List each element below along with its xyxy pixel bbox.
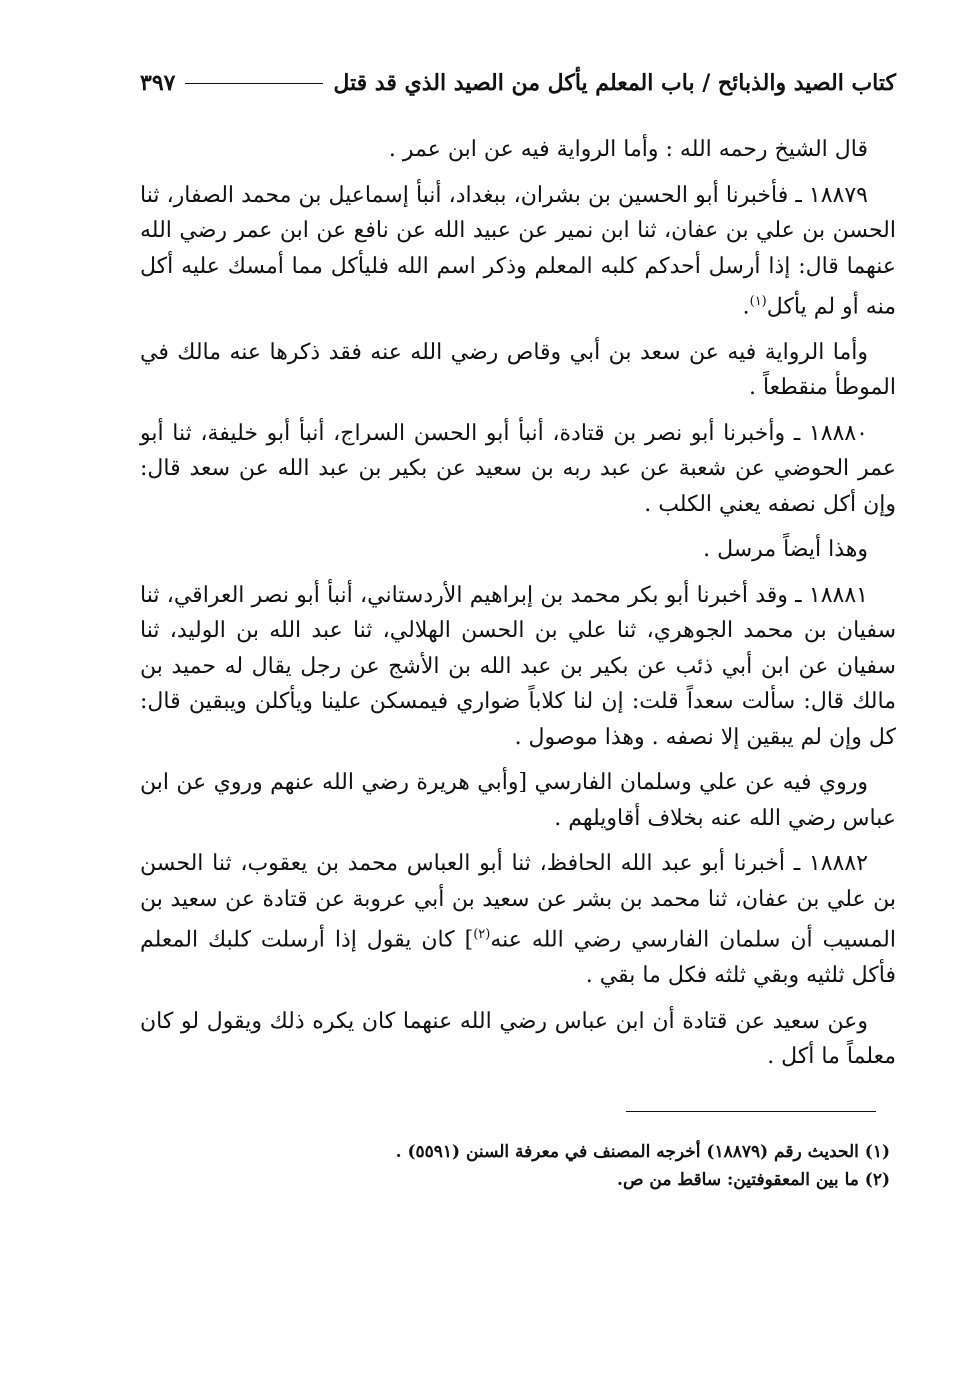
paragraph: ١٨٨٨٠ ـ وأخبرنا أبو نصر بن قتادة، أنبأ أبو الحسن السراج، أنبأ أبو خليفة، ثنا أبو عمر الحوضي عن شعبة عن عبد ربه بن سعيد عن بكير بن عبد الله عن سعد قال: وإن أكل نصفه يعني الكلب .	[140, 420, 896, 517]
paragraph: وروي فيه عن علي وسلمان الفارسي [وأبي هريرة رضي الله عنهم وروي عن ابن عباس رضي الله عنه بخلاف أقاويلهم .	[140, 770, 896, 831]
paragraph-text: ١٨٨٨٢ ـ أخبرنا أبو عبد الله الحافظ، ثنا أبو العباس محمد بن يعقوب، ثنا الحسن بن علي بن عفان، ثنا محمد بن بشر عن سعيد بن أبي عروبة عن قتادة عن سعيد بن المسيب أن سلمان الفارسي رضي الله عنه	[140, 851, 896, 953]
running-header	[140, 70, 896, 118]
sentence-end: .	[742, 294, 750, 320]
paragraph: وأما الرواية فيه عن سعد بن أبي وقاص رضي الله عنه فقد ذكرها عنه مالك في الموطأ منقطعاً .	[140, 339, 896, 401]
paragraph	[140, 178, 896, 325]
bracket-close: ]	[464, 927, 474, 953]
paragraph-text: ١٨٨٧٩ ـ فأخبرنا أبو الحسين بن بشران، ببغداد، أنبأ إسماعيل بن محمد الصفار، ثنا الحسن بن علي بن عفان، ثنا ابن نمير عن عبيد الله عن نافع عن ابن عمر رضي الله عنهما قال: إذا أرسل أحدكم كلبه المعلم وذكر اسم الله فليأكل مما أمسك عليه أكل منه أو لم يأكل	[140, 182, 896, 320]
footnote: (١) الحديث رقم (١٨٨٧٩) أخرجه المصنف في معرفة السنن (٥٥٩١) .	[395, 1141, 890, 1162]
paragraph: وعن سعيد عن قتادة أن ابن عباس رضي الله عنهما كان يكره ذلك ويقول لو كان معلماً ما أكل .	[140, 1008, 896, 1070]
footnote-divider	[626, 1111, 876, 1112]
footnote: (٢) ما بين المعقوفتين: ساقط من ص.	[617, 1169, 890, 1190]
footnotes	[140, 1138, 896, 1194]
footnote-marker: (٢)	[473, 927, 491, 943]
footnote-marker: (١)	[749, 294, 767, 309]
header-title: كتاب الصيد والذبائح / باب المعلم يأكل من الصيد الذي قد قتل	[333, 70, 896, 96]
document-page	[140, 70, 896, 1194]
header-rule	[185, 83, 323, 84]
paragraph	[140, 846, 896, 993]
body-text	[140, 132, 896, 1075]
page-number: ٣٩٧	[140, 70, 176, 96]
paragraph: ١٨٨٨١ ـ وقد أخبرنا أبو بكر محمد بن إبراهيم الأردستاني، أنبأ أبو نصر العراقي، ثنا سفيان بن محمد الجوهري، ثنا علي بن الحسن الهلالي، ثنا عبد الله بن الوليد، ثنا سفيان عن ابن أبي ذئب عن بكير بن عبد الله بن الأشج عن رجل يقال له حميد بن مالك قال: سألت سعداً قلت: إن لنا كلاباً ضواري فيمسكن علينا ويأكلن ويبقين قال: كل وإن لم يبقين إلا نصفه . وهذا موصول .	[140, 582, 896, 750]
paragraph: وهذا أيضاً مرسل .	[703, 537, 868, 563]
paragraph: قال الشيخ رحمه الله : وأما الرواية فيه عن ابن عمر .	[388, 137, 868, 162]
paragraph-text: كان يقول إذا أرسلت كلبك المعلم فأكل ثلثيه وبقي ثلثه فكل ما بقي .	[140, 927, 896, 989]
